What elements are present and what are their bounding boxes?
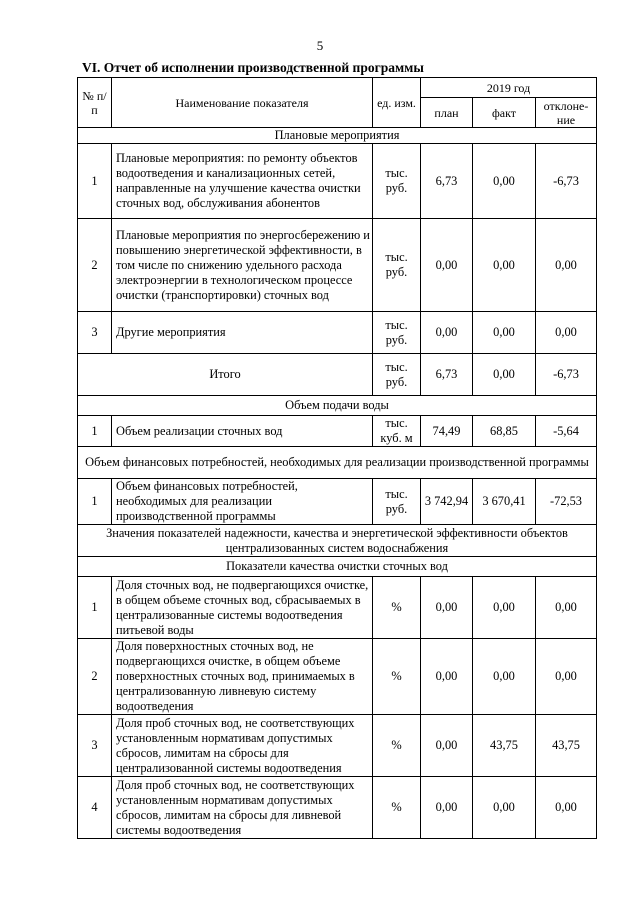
row-fact: 43,75 [473, 715, 536, 777]
table-row [78, 777, 597, 839]
table-row [78, 144, 597, 219]
section-water-supply: Объем подачи воды [78, 396, 597, 416]
row-deviation: 0,00 [536, 777, 597, 839]
section-row [78, 557, 597, 577]
row-fact: 0,00 [473, 219, 536, 312]
row-unit: % [373, 639, 421, 715]
row-deviation: 43,75 [536, 715, 597, 777]
row-unit: % [373, 715, 421, 777]
row-deviation: -6,73 [536, 144, 597, 219]
row-deviation: -72,53 [536, 479, 597, 525]
row-name: Объем финансовых потребностей, необходимых для реализации производственной программы [112, 479, 373, 525]
header-unit: ед. изм. [373, 78, 421, 128]
section-reliability-indicators: Значения показателей надежности, качества и энергетической эффективности объектов централизованных систем водоснабжения [78, 525, 597, 557]
row-plan: 0,00 [421, 219, 473, 312]
row-fact: 0,00 [473, 577, 536, 639]
row-num: 1 [78, 479, 112, 525]
row-num: 2 [78, 219, 112, 312]
total-label: Итого [78, 354, 373, 396]
row-num: 2 [78, 639, 112, 715]
section-quality-indicators: Показатели качества очистки сточных вод [78, 557, 597, 577]
row-plan: 6,73 [421, 144, 473, 219]
row-plan: 0,00 [421, 777, 473, 839]
table-row [78, 416, 597, 447]
table-row [78, 715, 597, 777]
row-fact: 0,00 [473, 777, 536, 839]
row-deviation: 0,00 [536, 577, 597, 639]
table-row [78, 312, 597, 354]
section-row [78, 128, 597, 144]
row-plan: 3 742,94 [421, 479, 473, 525]
row-unit: % [373, 777, 421, 839]
row-name: Плановые мероприятия: по ремонту объектов водоотведения и канализационных сетей, направленные на улучшение качества очистки сточных вод, обслуживания абонентов [112, 144, 373, 219]
row-name: Доля проб сточных вод, не соответствующих установленным нормативам допустимых сбросов, лимитам на сбросы для централизованной системы водоотведения [112, 715, 373, 777]
row-plan: 0,00 [421, 577, 473, 639]
row-num: 1 [78, 416, 112, 447]
row-fact: 0,00 [473, 312, 536, 354]
row-unit: тыс. руб. [373, 479, 421, 525]
row-num: 3 [78, 312, 112, 354]
section-row [78, 447, 597, 479]
row-name: Другие мероприятия [112, 312, 373, 354]
row-unit: тыс. куб. м [373, 416, 421, 447]
row-unit: % [373, 577, 421, 639]
row-name: Плановые мероприятия по энергосбережению и повышению энергетической эффективности, в том числе по снижению удельного расхода электроэнергии в технологическом процессе очистки (транспортировки) сточных вод [112, 219, 373, 312]
row-deviation: -6,73 [536, 354, 597, 396]
page-number: 5 [316, 38, 324, 53]
row-num: 4 [78, 777, 112, 839]
table-row [78, 577, 597, 639]
table-header-row [78, 78, 597, 98]
header-deviation: отклоне- ние [536, 98, 597, 128]
section-financial-needs: Объем финансовых потребностей, необходимых для реализации производственной программы [78, 447, 597, 479]
row-unit: тыс. руб. [373, 312, 421, 354]
row-fact: 0,00 [473, 354, 536, 396]
row-name: Доля сточных вод, не подвергающихся очистке, в общем объеме сточных вод, сбрасываемых в централизованные системы водоотведения питьевой воды [112, 577, 373, 639]
table-row [78, 639, 597, 715]
row-num: 1 [78, 144, 112, 219]
header-year: 2019 год [421, 78, 597, 98]
total-row [78, 354, 597, 396]
row-deviation: -5,64 [536, 416, 597, 447]
header-name: Наименование показателя [112, 78, 373, 128]
table-row [78, 479, 597, 525]
row-name: Доля поверхностных сточных вод, не подвергающихся очистке, в общем объеме поверхностных сточных вод, принимаемых в централизованную ливневую систему водоотведения [112, 639, 373, 715]
row-plan: 0,00 [421, 312, 473, 354]
section-title: VI. Отчет об исполнении производственной программы [82, 60, 424, 75]
row-fact: 0,00 [473, 639, 536, 715]
row-fact: 0,00 [473, 144, 536, 219]
row-deviation: 0,00 [536, 219, 597, 312]
row-unit: тыс. руб. [373, 219, 421, 312]
row-fact: 3 670,41 [473, 479, 536, 525]
report-table [77, 77, 597, 839]
row-deviation: 0,00 [536, 312, 597, 354]
row-plan: 0,00 [421, 639, 473, 715]
row-num: 3 [78, 715, 112, 777]
header-plan: план [421, 98, 473, 128]
row-deviation: 0,00 [536, 639, 597, 715]
section-row [78, 396, 597, 416]
table-row [78, 219, 597, 312]
header-fact: факт [473, 98, 536, 128]
row-unit: тыс. руб. [373, 354, 421, 396]
section-row [78, 525, 597, 557]
section-planned-measures: Плановые мероприятия [78, 128, 597, 144]
row-fact: 68,85 [473, 416, 536, 447]
row-name: Объем реализации сточных вод [112, 416, 373, 447]
row-plan: 0,00 [421, 715, 473, 777]
row-num: 1 [78, 577, 112, 639]
row-unit: тыс. руб. [373, 144, 421, 219]
row-plan: 6,73 [421, 354, 473, 396]
row-name: Доля проб сточных вод, не соответствующих установленным нормативам допустимых сбросов, лимитам на сбросы для ливневой системы водоотведения [112, 777, 373, 839]
row-plan: 74,49 [421, 416, 473, 447]
header-num: № п/п [78, 78, 112, 128]
